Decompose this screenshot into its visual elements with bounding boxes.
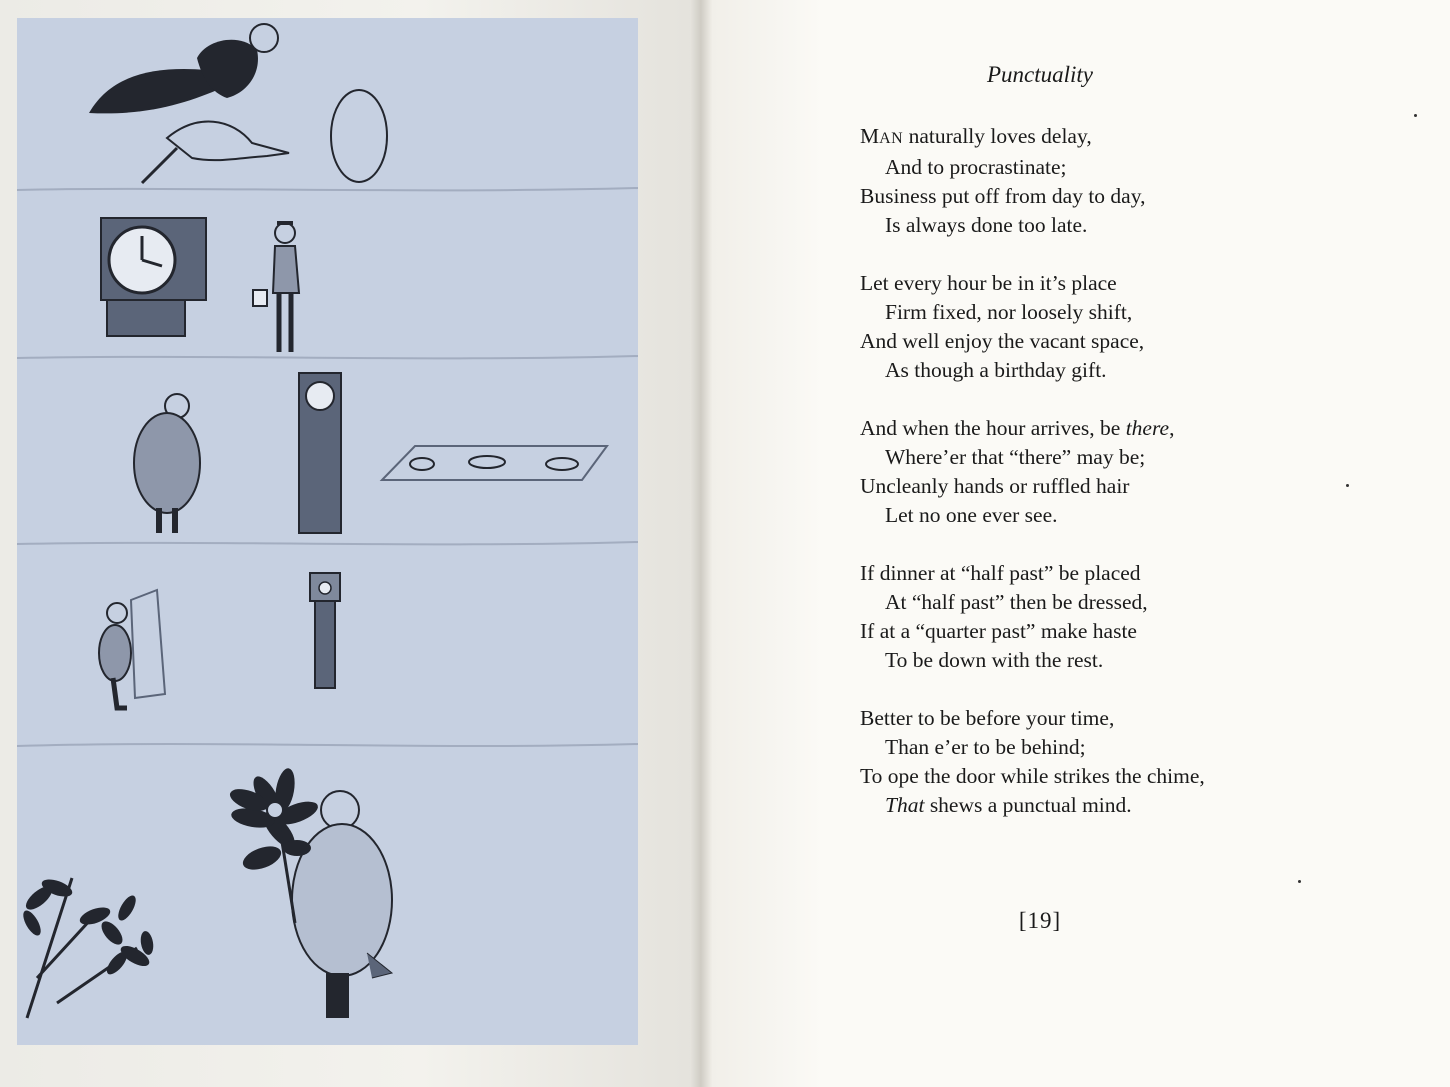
poem-line: To be down with the rest. [885, 648, 1104, 672]
poem-line: And to procrastinate; [885, 155, 1067, 179]
left-page [0, 0, 702, 1087]
stanza [860, 704, 1320, 820]
panel-3-round-man-and-tall-clock [134, 373, 607, 533]
poem-line: As though a birthday gift. [885, 358, 1107, 382]
panel-2-clock-and-man [101, 218, 299, 352]
italic-word: there [1125, 416, 1170, 440]
poem-line: Is always done too late. [885, 213, 1088, 237]
italic-word: That [885, 793, 925, 817]
panel-1-running-man [89, 24, 387, 183]
poem-line: To ope the door while strikes the chime, [860, 764, 1205, 788]
poem-line: Let no one ever see. [885, 503, 1058, 527]
stanza [860, 269, 1320, 385]
illustration-plate [17, 18, 638, 1045]
poem-line: Better to be before your time, [860, 706, 1115, 730]
line-text: , [1169, 416, 1175, 440]
poem-line: Business put off from day to day, [860, 184, 1146, 208]
poem-line: At “half past” then be dressed, [885, 590, 1148, 614]
small-caps-text: AN [879, 130, 904, 147]
poem-line: Where’er that “there” may be; [885, 445, 1146, 469]
poem-line: If at a “quarter past” make haste [860, 619, 1137, 643]
paper-speck [1346, 484, 1349, 487]
paper-speck [1298, 880, 1301, 883]
poem-title: Punctuality [986, 62, 1094, 87]
poem-line: Let every hour be in it’s place [860, 271, 1117, 295]
stanza [860, 414, 1320, 530]
poem-line: If dinner at “half past” be placed [860, 561, 1141, 585]
drop-initial: M [860, 124, 880, 148]
illustration-drawing [17, 18, 638, 1045]
panel-5-man-with-flower [20, 767, 392, 1018]
stanza [860, 559, 1320, 675]
poem-line: Than e’er to be behind; [885, 735, 1086, 759]
line-text: naturally loves delay, [903, 124, 1092, 148]
poem-line: Uncleanly hands or ruffled hair [860, 474, 1130, 498]
poem-line [860, 122, 1320, 153]
line-text: And when the hour arrives, be [860, 416, 1126, 440]
line-text: shews a punctual mind. [924, 793, 1132, 817]
book-gutter [690, 0, 714, 1087]
paper-speck [1414, 114, 1417, 117]
panel-4-man-at-door [99, 573, 340, 708]
poem-line: Firm fixed, nor loosely shift, [885, 300, 1133, 324]
poem-body [860, 122, 1320, 849]
stanza [860, 122, 1320, 240]
page-number: [19] [1018, 908, 1062, 933]
poem-line [860, 791, 1320, 820]
poem-line [860, 414, 1320, 443]
poem-line: And well enjoy the vacant space, [860, 329, 1145, 353]
